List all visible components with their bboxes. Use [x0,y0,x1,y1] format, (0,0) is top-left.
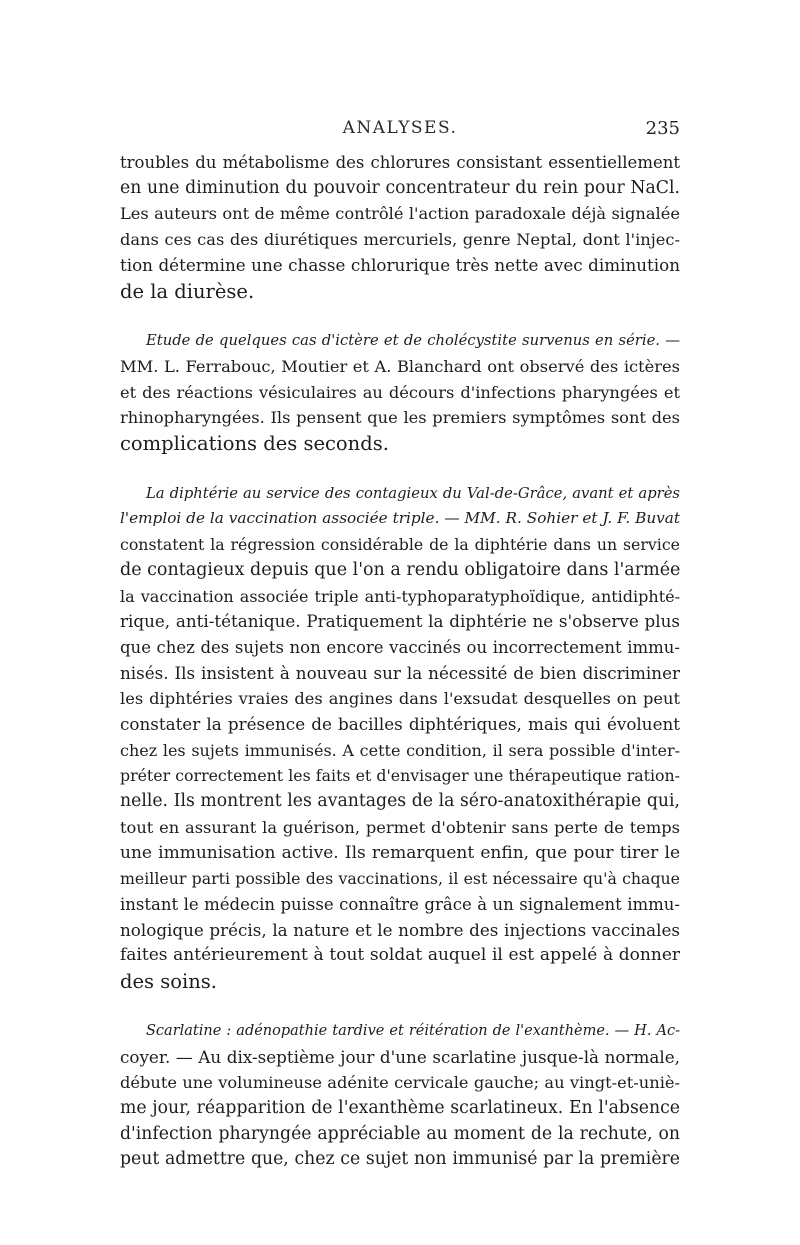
page-header [120,118,680,144]
text-line: peut admettre que, chez ce sujet non immunisé par la première [120,1149,680,1170]
text-line: et des réactions vésiculaires au décours d'infections pharyngées et [120,382,680,402]
text-line: la vaccination associée triple anti-typhoparatyphoïdique, antidiphté- [120,586,680,606]
text-line: instant le médecin puisse connaître grâce à un signalement immu- [120,894,680,914]
text-line: me jour, réapparition de l'exanthème scarlatineux. En l'absence [120,1097,680,1118]
text-line: constatent la régression considérable de la diphtérie dans un service [120,535,680,555]
text-line: Les auteurs ont de même contrôlé l'action paradoxale déjà signalée [120,204,680,224]
text-line: coyer. — Au dix-septième jour d'une scarlatine jusque-là normale, [120,1046,680,1067]
text-line: préter correctement les faits et d'envisager une thérapeutique ration- [120,766,680,786]
text-line: de contagieux depuis que l'on a rendu obligatoire dans l'armée [120,559,681,580]
text-line: tout en assurant la guérison, permet d'obtenir sans perte de temps [120,817,680,837]
page-number: 235 [645,118,680,139]
text-line: nisés. Ils insistent à nouveau sur la nécessité de bien discriminer [120,662,680,683]
text-line: troubles du métabolisme des chlorures consistant essentiellement [120,153,680,172]
text-line: meilleur parti possible des vaccinations, il est nécessaire qu'à chaque [120,869,680,889]
text-line: complications des seconds. [120,432,389,456]
text-line: nologique précis, la nature et le nombre des injections vaccinales [120,919,680,940]
article-title-line: l'emploi de la vaccination associée triple. — MM. R. Sohier et J. F. Buvat [120,509,680,528]
text-line: MM. L. Ferrabouc, Moutier et A. Blanchard ont observé des ictères [120,356,680,376]
body-text [120,150,680,1173]
text-line: dans ces cas des diurétiques mercuriels, genre Neptal, dont l'injec- [120,230,680,250]
text-line: nelle. Ils montrent les avantages de la séro-anatoxithérapie qui, [120,791,680,812]
paragraph-scarlatine [120,1019,680,1173]
text-line: de la diurèse. [120,279,255,303]
paragraph-chlorures [120,150,680,304]
article-title-line: La diphtérie au service des contagieux du Val-de-Grâce, avant et après [146,484,680,502]
text-line: chez les sujets immunisés. A cette condition, il sera possible d'inter- [120,740,680,760]
paragraph-ictere [120,328,680,457]
article-title-line: Etude de quelques cas d'ictère et de cholécystite survenus en série. — [146,332,680,350]
text-line: tion détermine une chasse chlorurique très nette avec diminution [120,254,680,275]
text-line: une immunisation active. Ils remarquent enfin, que pour tirer le [120,842,680,863]
running-title: ANALYSES. [342,118,458,138]
text-line: rique, anti-tétanique. Pratiquement la diphtérie ne s'observe plus [120,611,680,632]
text-line: constater la présence de bacilles diphtériques, mais qui évoluent [120,714,680,735]
text-line: les diphtéries vraies des angines dans l'exsudat desquelles on peut [120,689,680,709]
paragraph-diphterie [120,481,680,995]
text-line: que chez des sujets non encore vaccinés ou incorrectement immu- [120,637,680,657]
text-line: des soins. [120,970,217,994]
text-line: d'infection pharyngée appréciable au moment de la rechute, on [120,1123,680,1144]
text-line: débute une volumineuse adénite cervicale gauche; au vingt-et-uniè- [120,1073,680,1093]
text-line: rhinopharyngées. Ils pensent que les premiers symptômes sont des [120,408,680,428]
article-title-line: Scarlatine : adénopathie tardive et réitération de l'exanthème. — H. Ac- [146,1022,680,1039]
text-line: en une diminution du pouvoir concentrateur du rein pour NaCl. [120,177,680,198]
text-line: faites antérieurement à tout soldat auquel il est appelé à donner [120,945,680,966]
